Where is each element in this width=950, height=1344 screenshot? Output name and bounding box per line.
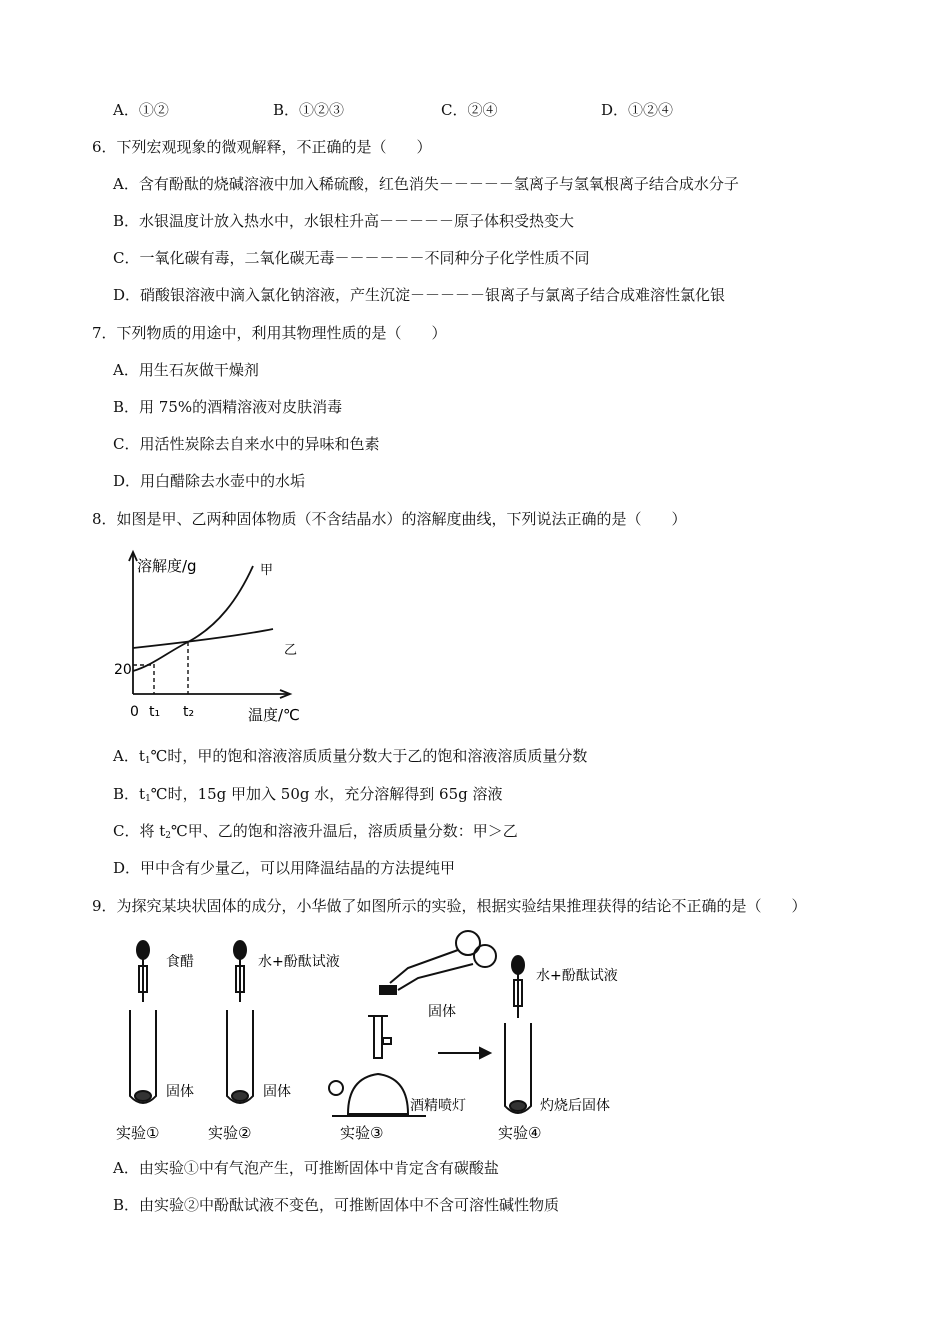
label-exp2: 实验② — [208, 1124, 252, 1142]
exp3-apparatus — [329, 931, 496, 1116]
q6-option-c: C．一氧化碳有毒，二氧化碳无毒－－－－－－不同种分子化学性质不同 — [113, 249, 590, 267]
x-tick-t1: t₁ — [149, 704, 161, 720]
label-solid-3: 固体 — [428, 1004, 456, 1020]
arrow-head — [480, 1048, 490, 1058]
solubility-curve-figure — [108, 544, 308, 730]
label-exp1: 实验① — [116, 1124, 160, 1142]
label-lamp: 酒精喷灯 — [410, 1098, 466, 1114]
x-axis-label: 温度/℃ — [248, 706, 300, 724]
exp4-apparatus — [505, 956, 531, 1113]
label-solid-1: 固体 — [166, 1084, 194, 1100]
label-burnt-solid: 灼烧后固体 — [540, 1098, 610, 1114]
q5-option-c: C．②④ — [441, 101, 498, 119]
q9-option-a: A．由实验①中有气泡产生，可推断固体中肯定含有碳酸盐 — [113, 1159, 499, 1177]
experiment-figure — [108, 928, 648, 1146]
q8-option-a: A．$t_1℃$时，甲的饱和溶液溶质质量分数大于乙的饱和溶液溶质质量分数 — [113, 747, 588, 766]
q7-option-c: C．用活性炭除去自来水中的异味和色素 — [113, 435, 380, 453]
x-tick-t2: t₂ — [183, 704, 195, 720]
q7-option-a: A．用生石灰做干燥剂 — [113, 361, 259, 379]
q7-stem: 7．下列物质的用途中，利用其物理性质的是（ ） — [92, 324, 447, 342]
label-solid-2: 固体 — [263, 1084, 291, 1100]
q6-option-a: A．含有酚酞的烧碱溶液中加入稀硫酸，红色消失－－－－－氢离子与氢氧根离子结合成水分子 — [113, 175, 739, 193]
label-exp4: 实验④ — [498, 1124, 542, 1142]
q6-option-d: D．硝酸银溶液中滴入氯化钠溶液，产生沉淀－－－－－银离子与氯离子结合成难溶性氯化银 — [113, 286, 726, 304]
q8-option-d: D．甲中含有少量乙，可以用降温结晶的方法提纯甲 — [113, 859, 456, 877]
curve-label-jia: 甲 — [260, 563, 274, 578]
curve-jia — [133, 566, 253, 671]
q5-option-d: D．①②④ — [601, 101, 674, 119]
q5-option-b: B．①②③ — [273, 101, 345, 119]
q7-option-b: B．用 75%的酒精溶液对皮肤消毒 — [113, 398, 343, 416]
q8-option-c: C．将 $t_2℃$甲、乙的饱和溶液升温后，溶质质量分数：甲＞乙 — [113, 822, 518, 841]
q8-stem: 8．如图是甲、乙两种固体物质（不含结晶水）的溶解度曲线，下列说法正确的是（ ） — [92, 510, 687, 528]
y-axis-label: 溶解度/g — [137, 557, 197, 575]
label-exp3: 实验③ — [340, 1124, 384, 1142]
label-water-phenol-2: 水+酚酞试液 — [258, 954, 340, 970]
q7-option-d: D．用白醋除去水壶中的水垢 — [113, 472, 306, 490]
origin-label: 0 — [130, 704, 139, 720]
q6-option-b: B．水银温度计放入热水中，水银柱升高－－－－－原子体积受热变大 — [113, 212, 575, 230]
label-vinegar: 食醋 — [166, 954, 194, 970]
q9-option-b: B．由实验②中酚酞试液不变色，可推断固体中不含可溶性碱性物质 — [113, 1196, 560, 1214]
label-water-phenol-4: 水+酚酞试液 — [536, 968, 618, 984]
exp1-apparatus — [130, 941, 156, 1103]
q5-option-a: A．①② — [113, 101, 169, 119]
exp2-apparatus — [227, 941, 253, 1103]
y-tick-20: 20 — [114, 662, 132, 678]
q9-stem: 9．为探究某块状固体的成分，小华做了如图所示的实验，根据实验结果推理获得的结论不正确的是（ ） — [92, 897, 807, 915]
q6-stem: 6．下列宏观现象的微观解释，不正确的是（ ） — [92, 138, 432, 156]
curve-label-yi: 乙 — [284, 643, 298, 658]
q8-option-b: B．$t_1℃$时，15g 甲加入 50g 水，充分溶解得到 65g 溶液 — [113, 785, 503, 804]
